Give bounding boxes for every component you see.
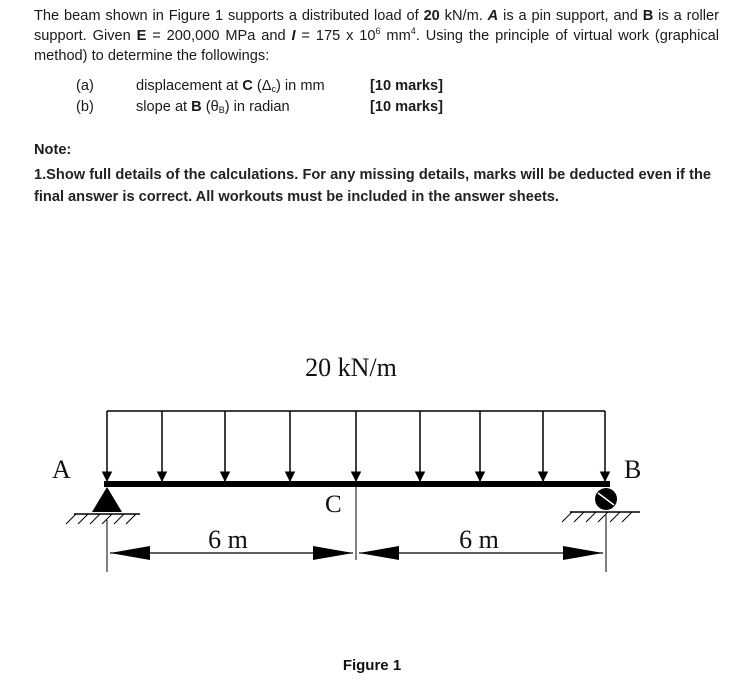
point-c-label: C <box>325 491 342 518</box>
problem-text: kN/m. <box>439 8 488 24</box>
exponent: 4 <box>410 26 416 36</box>
point-b-ref: B <box>642 8 654 24</box>
part-b-marks: [10 marks] <box>370 99 444 115</box>
span-left-label: 6 m <box>208 525 248 554</box>
problem-text: . Using the principle of virtual work (graphical method) to determine the followings: <box>34 28 719 64</box>
load-arrows <box>107 411 605 482</box>
figure-caption: Figure 1 <box>342 657 402 674</box>
support-a-label: A <box>52 455 71 484</box>
support-b-label: B <box>624 455 642 484</box>
dim-arrow <box>563 546 603 560</box>
note-label: Note: <box>34 142 72 158</box>
part-a-marks: [10 marks] <box>370 78 444 94</box>
problem-text: = 200,000 MPa and <box>146 28 292 44</box>
span-right-label: 6 m <box>459 525 499 554</box>
ground-hatch-b <box>562 512 632 522</box>
modulus-symbol: E <box>136 28 147 44</box>
load-label: 20 kN/m <box>305 353 397 382</box>
load-value: 20 <box>423 8 440 24</box>
dim-arrow <box>110 546 150 560</box>
inertia-symbol: I <box>291 28 296 44</box>
beam <box>104 481 610 487</box>
exponent: 6 <box>375 26 381 36</box>
part-b-text: slope at B $(\theta_B)$ in radian <box>136 99 290 115</box>
problem-text: mm <box>380 28 411 44</box>
problem-text: is a roller support. Given <box>34 8 719 44</box>
dim-arrow <box>359 546 399 560</box>
point-a-ref: A <box>487 8 499 24</box>
pin-support-a <box>92 487 122 512</box>
problem-text: The beam shown in Figure 1 supports a distributed load of <box>34 8 424 24</box>
ground-hatch-a <box>66 514 136 524</box>
part-a-text: displacement at C $(\Delta_c)$ in mm <box>136 78 325 94</box>
problem-text: is a pin support, and <box>498 8 643 24</box>
note-text: 1.Show full details of the calculations. For any missing details, marks will be deducted even if the final answer is correct. All workouts must be included in the answer sheets. <box>34 167 711 205</box>
part-a-label: (a) <box>76 78 94 94</box>
part-b-label: (b) <box>76 99 94 115</box>
problem-text: = 175 x 10 <box>295 28 376 44</box>
dim-arrow <box>313 546 353 560</box>
